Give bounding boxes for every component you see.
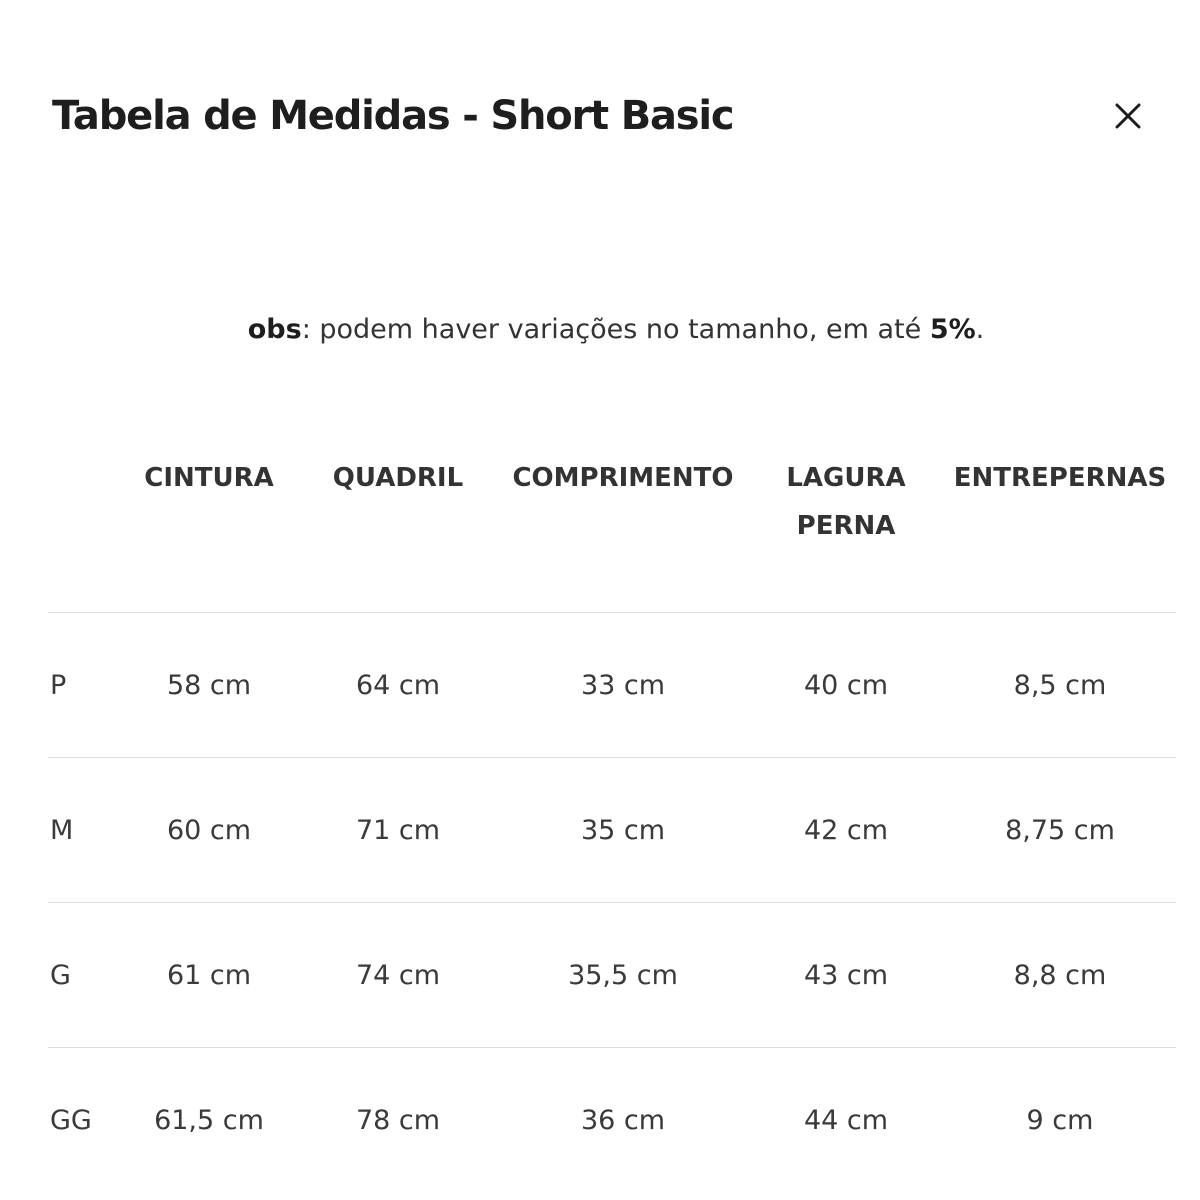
close-button[interactable] [1104,92,1152,140]
table-cell: 9 cm [1026,1104,1094,1136]
size-label: G [48,903,120,1048]
size-label: GG [50,1104,92,1136]
table-cell: 61 cm [120,903,298,1048]
header-size [48,436,120,613]
table-cell: 35 cm [498,758,748,903]
modal-title: Tabela de Medidas - Short Basic [52,93,734,139]
header-comprimento: COMPRIMENTO [498,436,748,613]
note-label: obs [247,314,302,345]
size-label: M [48,758,120,903]
table-cell: 61,5 cm [154,1104,264,1136]
table-cell: 78 cm [355,1104,441,1136]
table-cell: 58 cm [120,613,298,758]
table-cell: 8,8 cm [944,903,1176,1048]
table-cell: 71 cm [298,758,498,903]
table-cell: 42 cm [748,758,944,903]
size-label: P [48,613,120,758]
note-text: : podem haver variações no tamanho, em até [301,314,930,345]
table-cell: 60 cm [120,758,298,903]
note-suffix: . [975,314,985,345]
table-cell: 8,5 cm [944,613,1176,758]
header-quadril: QUADRIL [298,436,498,613]
note-highlight: 5% [929,314,976,345]
header-cintura: CINTURA [120,436,298,613]
table-cell: 40 cm [748,613,944,758]
table-cell: 44 cm [803,1104,889,1136]
header-entrepernas: ENTREPERNAS [944,436,1176,613]
table-row [48,1048,1176,1193]
table-cell: 74 cm [298,903,498,1048]
table-cell: 36 cm [580,1104,666,1136]
close-icon [1104,92,1152,140]
table-header-row [48,436,1176,613]
table-row [48,903,1176,1048]
table-cell: 35,5 cm [498,903,748,1048]
table-row [48,758,1176,903]
table-row [48,613,1176,758]
table-cell: 33 cm [498,613,748,758]
variation-note [0,312,1200,348]
table-cell: 8,75 cm [944,758,1176,903]
header-largura-perna: LAGURA PERNA [748,436,944,613]
table-cell: 64 cm [298,613,498,758]
size-table [48,436,1176,1192]
table-cell: 43 cm [748,903,944,1048]
